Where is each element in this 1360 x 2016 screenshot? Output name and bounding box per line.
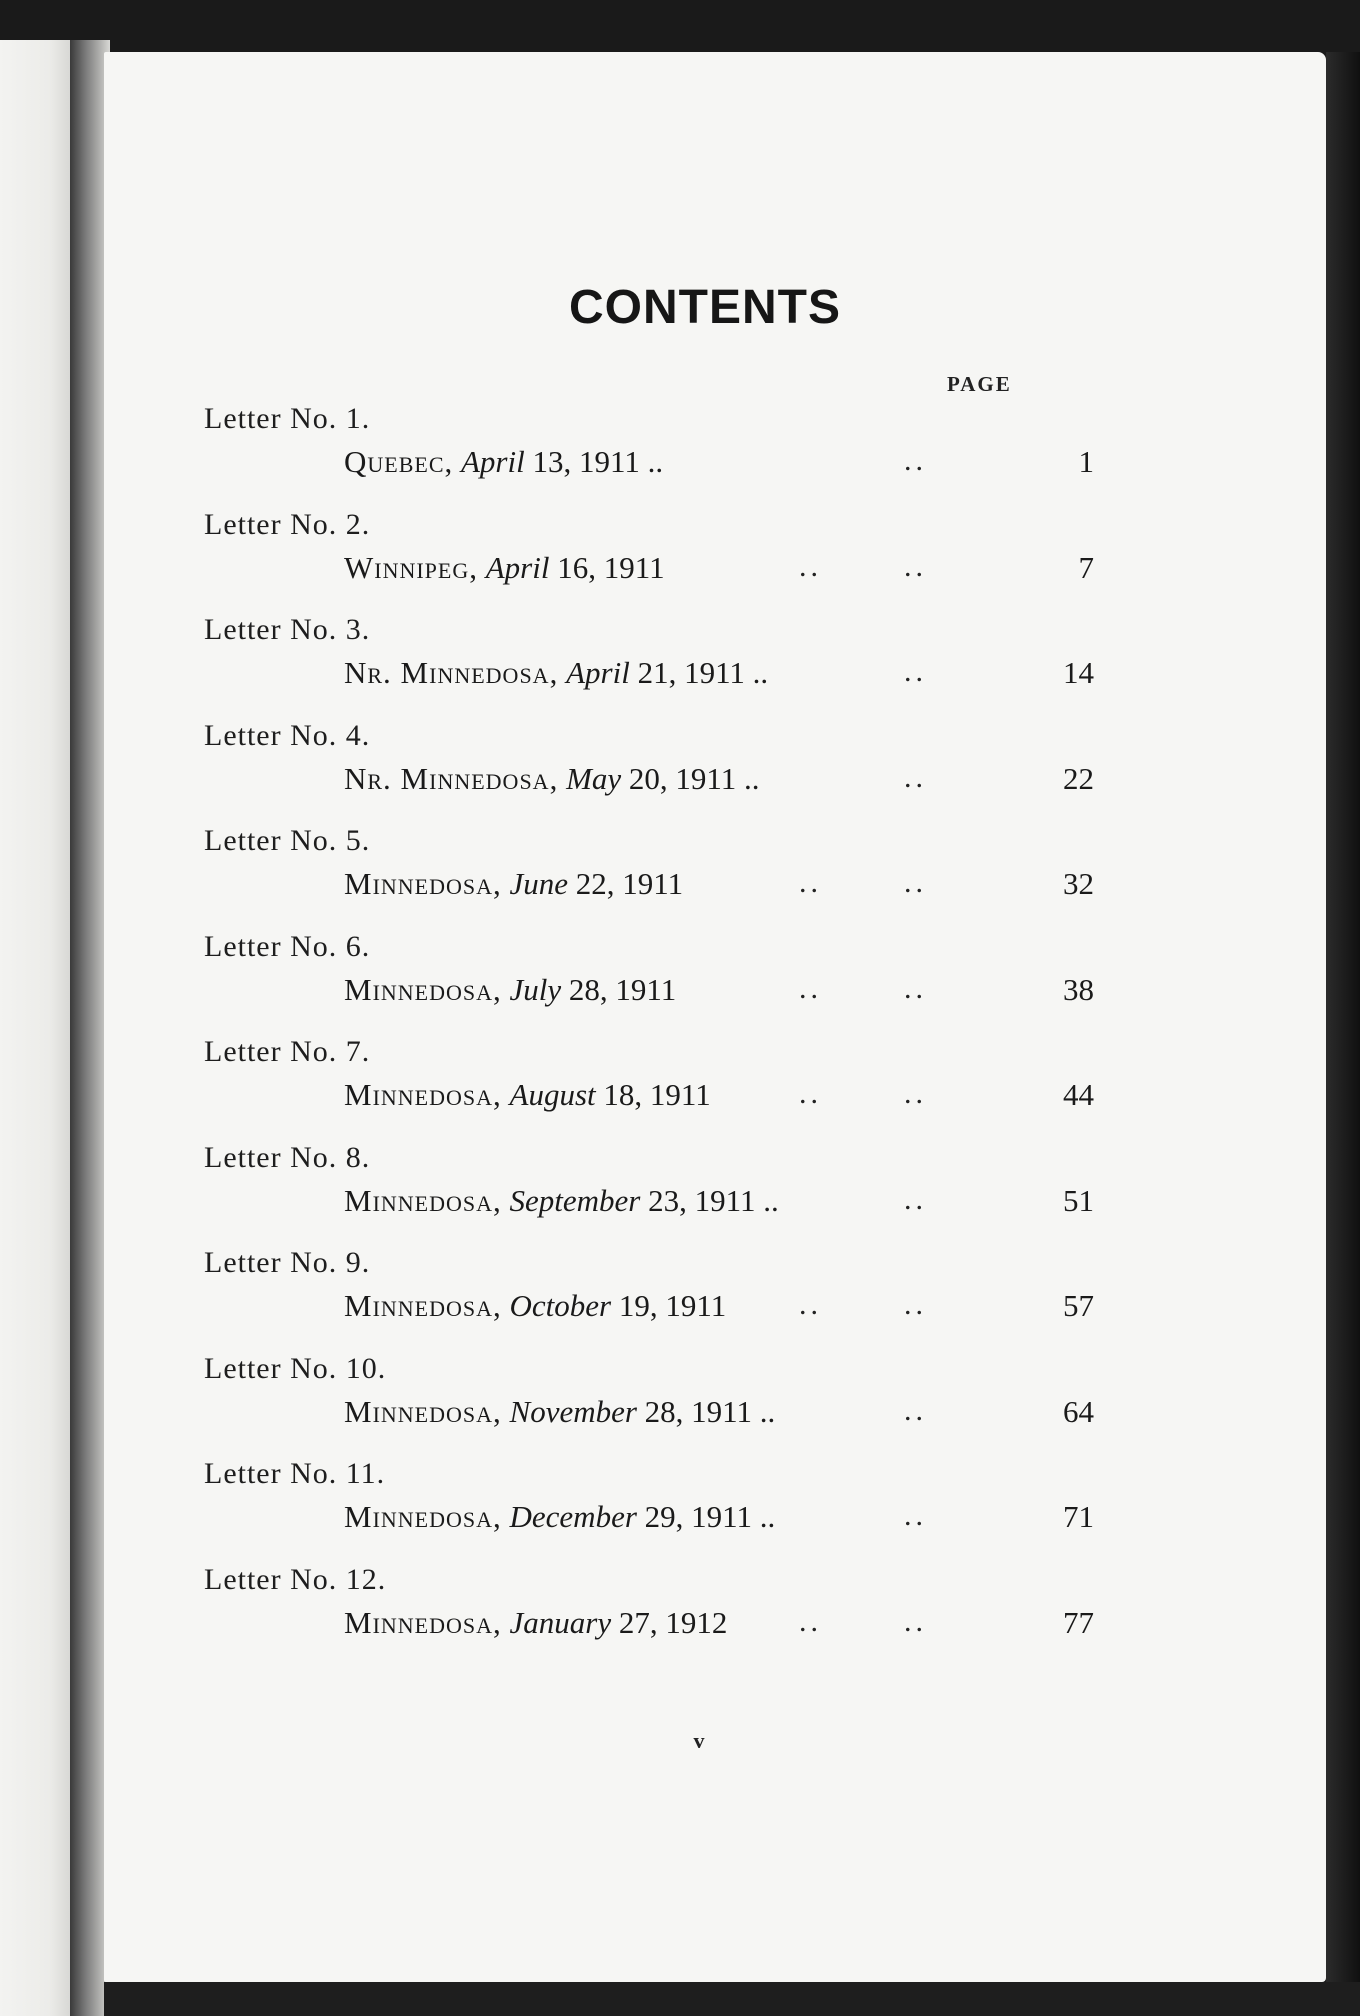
letter-number: Letter No. 9. bbox=[204, 1246, 371, 1279]
entry-month: October bbox=[509, 1288, 612, 1323]
leader-dots: .. bbox=[904, 1604, 927, 1638]
entry-place: Quebec, bbox=[344, 444, 454, 479]
letter-number: Letter No. 11. bbox=[204, 1457, 386, 1490]
entry-place-date bbox=[344, 1605, 727, 1641]
entry-place-date bbox=[344, 1183, 779, 1219]
entry-date: 16, 1911 bbox=[549, 549, 665, 585]
leader-dots: .. bbox=[904, 971, 927, 1005]
contents-entry bbox=[104, 1352, 1326, 1457]
entry-date: 13, 1911 .. bbox=[524, 444, 664, 479]
contents-entry bbox=[104, 1141, 1326, 1246]
entry-date: 27, 1912 bbox=[611, 1604, 728, 1640]
contents-page bbox=[104, 52, 1326, 1982]
contents-entry bbox=[104, 613, 1326, 718]
entry-place-date bbox=[344, 655, 768, 691]
entry-place-date bbox=[344, 1288, 726, 1324]
leader-dots: .. bbox=[904, 760, 927, 794]
entry-date: 23, 1911 .. bbox=[640, 1182, 779, 1218]
entry-date: 28, 1911 .. bbox=[636, 1393, 776, 1429]
entry-place-date bbox=[344, 761, 760, 797]
leader-dots: .. bbox=[904, 866, 927, 899]
letter-number: Letter No. 3. bbox=[204, 613, 371, 646]
entry-date: 22, 1911 bbox=[568, 866, 684, 901]
entry-date: 29, 1911 .. bbox=[636, 1499, 776, 1534]
entry-page-number: 1 bbox=[1078, 444, 1094, 479]
entry-place-date bbox=[344, 1077, 711, 1113]
contents-entry bbox=[104, 402, 1326, 507]
entry-month: May bbox=[566, 760, 622, 796]
entry-place: Minnedosa, bbox=[344, 1077, 502, 1112]
entry-month: August bbox=[509, 1077, 596, 1112]
folio-number: v bbox=[693, 1728, 705, 1753]
entry-page-number: 7 bbox=[1078, 549, 1094, 585]
contents-entry bbox=[104, 719, 1326, 824]
leader-dots: .. bbox=[799, 1604, 822, 1638]
facing-page-edge bbox=[0, 40, 70, 2016]
letter-number: Letter No. 4. bbox=[204, 718, 371, 752]
contents-entry bbox=[104, 930, 1326, 1035]
entry-month: April bbox=[461, 444, 525, 479]
letter-number: Letter No. 2. bbox=[204, 507, 371, 541]
contents-entry bbox=[104, 824, 1326, 929]
entry-place: Minnedosa, bbox=[344, 971, 502, 1007]
contents-list bbox=[104, 52, 1326, 1982]
entry-place-date bbox=[344, 1394, 775, 1430]
leader-dots: .. bbox=[799, 549, 822, 583]
entry-place-date bbox=[344, 444, 663, 480]
entry-month: September bbox=[509, 1182, 641, 1218]
entry-month: January bbox=[509, 1604, 612, 1640]
contents-entry bbox=[104, 1457, 1326, 1562]
leader-dots: .. bbox=[799, 971, 822, 1005]
contents-entry bbox=[104, 1246, 1326, 1351]
leader-dots: .. bbox=[904, 1393, 927, 1427]
entry-place: Minnedosa, bbox=[344, 1604, 502, 1640]
leader-dots: .. bbox=[904, 549, 927, 583]
entry-month: November bbox=[509, 1393, 637, 1429]
bottom-shadow bbox=[104, 1982, 1360, 2016]
leader-dots: .. bbox=[904, 1288, 927, 1321]
leader-dots: .. bbox=[799, 1288, 822, 1321]
entry-page-number: 64 bbox=[1063, 1393, 1094, 1429]
entry-page-number: 77 bbox=[1063, 1604, 1094, 1640]
entry-month: April bbox=[485, 549, 550, 585]
entry-date: 21, 1911 .. bbox=[629, 655, 769, 690]
entry-place-date bbox=[344, 550, 665, 586]
entry-date: 19, 1911 bbox=[611, 1288, 727, 1323]
entry-month: June bbox=[509, 866, 569, 901]
entry-place: Minnedosa, bbox=[344, 866, 502, 901]
entry-date: 28, 1911 bbox=[561, 971, 677, 1007]
leader-dots: .. bbox=[904, 1499, 927, 1532]
letter-number: Letter No. 6. bbox=[204, 929, 371, 963]
entry-place-date bbox=[344, 1499, 775, 1535]
leader-dots: .. bbox=[904, 444, 927, 477]
entry-place: Nr. Minnedosa, bbox=[344, 760, 559, 796]
page-column-label: PAGE bbox=[947, 372, 1012, 396]
entry-place: Minnedosa, bbox=[344, 1499, 502, 1534]
entry-place: Minnedosa, bbox=[344, 1182, 502, 1218]
entry-page-number: 71 bbox=[1063, 1499, 1094, 1534]
entry-page-number: 57 bbox=[1063, 1288, 1094, 1323]
page-title: CONTENTS bbox=[569, 281, 841, 334]
leader-dots: .. bbox=[799, 1077, 822, 1110]
page-edge-shadow bbox=[1326, 52, 1360, 2016]
entry-page-number: 32 bbox=[1063, 866, 1094, 901]
entry-page-number: 51 bbox=[1063, 1182, 1094, 1218]
leader-dots: .. bbox=[904, 655, 927, 688]
entry-page-number: 38 bbox=[1063, 971, 1094, 1007]
entry-page-number: 44 bbox=[1063, 1077, 1094, 1112]
entry-month: April bbox=[566, 655, 630, 690]
contents-entry bbox=[104, 1035, 1326, 1140]
entry-page-number: 14 bbox=[1063, 655, 1094, 690]
contents-entry bbox=[104, 1563, 1326, 1668]
entry-month: July bbox=[509, 971, 562, 1007]
entry-date: 18, 1911 bbox=[595, 1077, 711, 1112]
leader-dots: .. bbox=[904, 1077, 927, 1110]
entry-month: December bbox=[509, 1499, 637, 1534]
entry-place-date bbox=[344, 972, 676, 1008]
letter-number: Letter No. 8. bbox=[204, 1140, 371, 1174]
letter-number: Letter No. 12. bbox=[204, 1562, 387, 1596]
entry-place: Minnedosa, bbox=[344, 1288, 502, 1323]
letter-number: Letter No. 1. bbox=[204, 402, 371, 435]
entry-page-number: 22 bbox=[1063, 760, 1094, 796]
entry-date: 20, 1911 .. bbox=[621, 760, 760, 796]
leader-dots: .. bbox=[904, 1182, 927, 1216]
entry-place: Minnedosa, bbox=[344, 1393, 502, 1429]
letter-number: Letter No. 5. bbox=[204, 824, 371, 857]
entry-place: Nr. Minnedosa, bbox=[344, 655, 559, 690]
letter-number: Letter No. 10. bbox=[204, 1351, 387, 1385]
letter-number: Letter No. 7. bbox=[204, 1035, 371, 1068]
entry-place-date bbox=[344, 866, 683, 902]
contents-entry bbox=[104, 508, 1326, 613]
entry-place: Winnipeg, bbox=[344, 549, 478, 585]
leader-dots: .. bbox=[799, 866, 822, 899]
